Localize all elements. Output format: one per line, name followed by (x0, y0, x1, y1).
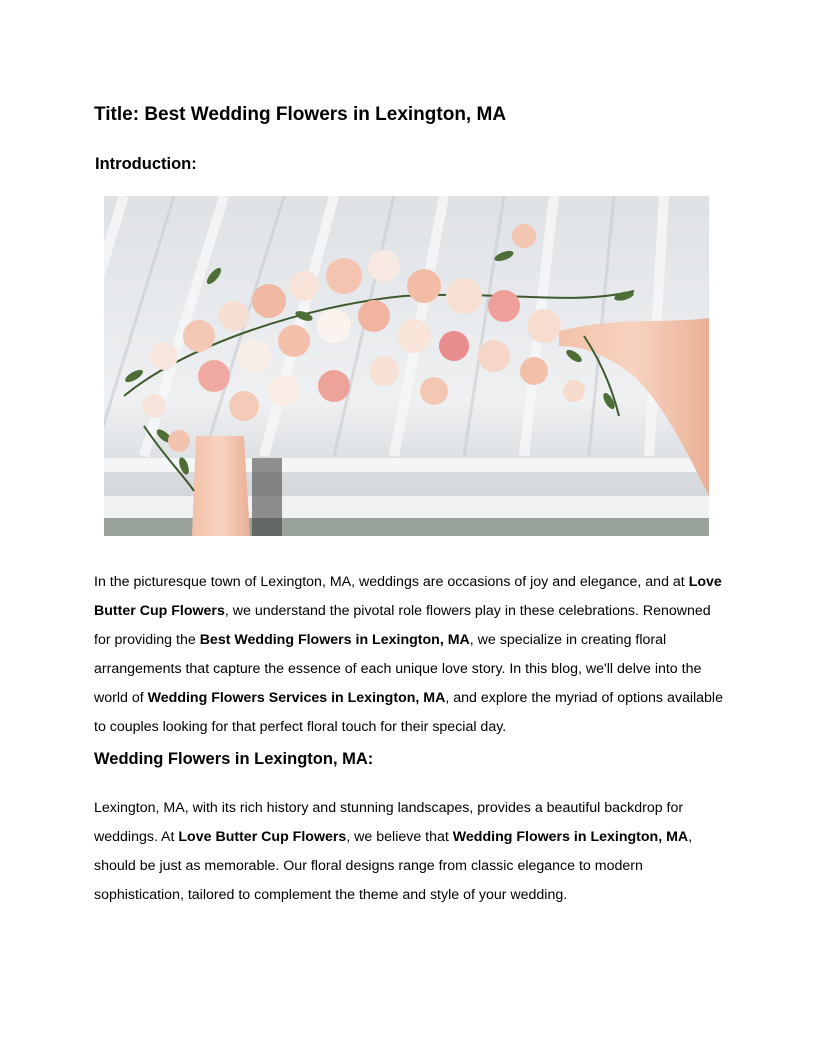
intro-paragraph (94, 568, 724, 742)
intro-text-1: In the picturesque town of Lexington, MA, weddings are occasions of joy and elegance, and at (94, 574, 689, 590)
brand-name-bold: Love Butter Cup Flowers (94, 574, 722, 619)
section-heading: Wedding Flowers in Lexington, MA: (94, 750, 374, 768)
intro-text-4: , and explore the myriad of options available to couples looking for that perfect floral touch for their special day. (94, 690, 723, 735)
document-title: Title: Best Wedding Flowers in Lexington, MA (94, 104, 507, 125)
keyword-best-flowers-bold: Best Wedding Flowers in Lexington, MA (199, 632, 470, 648)
section-text-1: Lexington, MA, with its rich history and stunning landscapes, provides a beautiful backdrop for weddings. At (94, 800, 684, 845)
section-text-3: , should be just as memorable. Our floral designs range from classic elegance to modern sophistication, tailored to complement the theme and style of your wedding. (94, 829, 693, 903)
intro-text-2: , we understand the pivotal role flowers play in these celebrations. Renowned for providing the (94, 603, 711, 648)
section-paragraph (94, 794, 724, 910)
intro-text-3: , we specialize in creating floral arrangements that capture the essence of each unique love story. In this blog, we'll delve into the world of (94, 632, 702, 706)
section-text-2: , we believe that (346, 829, 453, 845)
brand-name-bold-2: Love Butter Cup Flowers (178, 829, 347, 845)
keyword-wedding-flowers-bold: Wedding Flowers in Lexington, MA (452, 829, 689, 845)
keyword-services-bold: Wedding Flowers Services in Lexington, MA (147, 690, 446, 706)
introduction-heading: Introduction: (95, 155, 197, 173)
wedding-floral-arch-photo (104, 196, 709, 536)
